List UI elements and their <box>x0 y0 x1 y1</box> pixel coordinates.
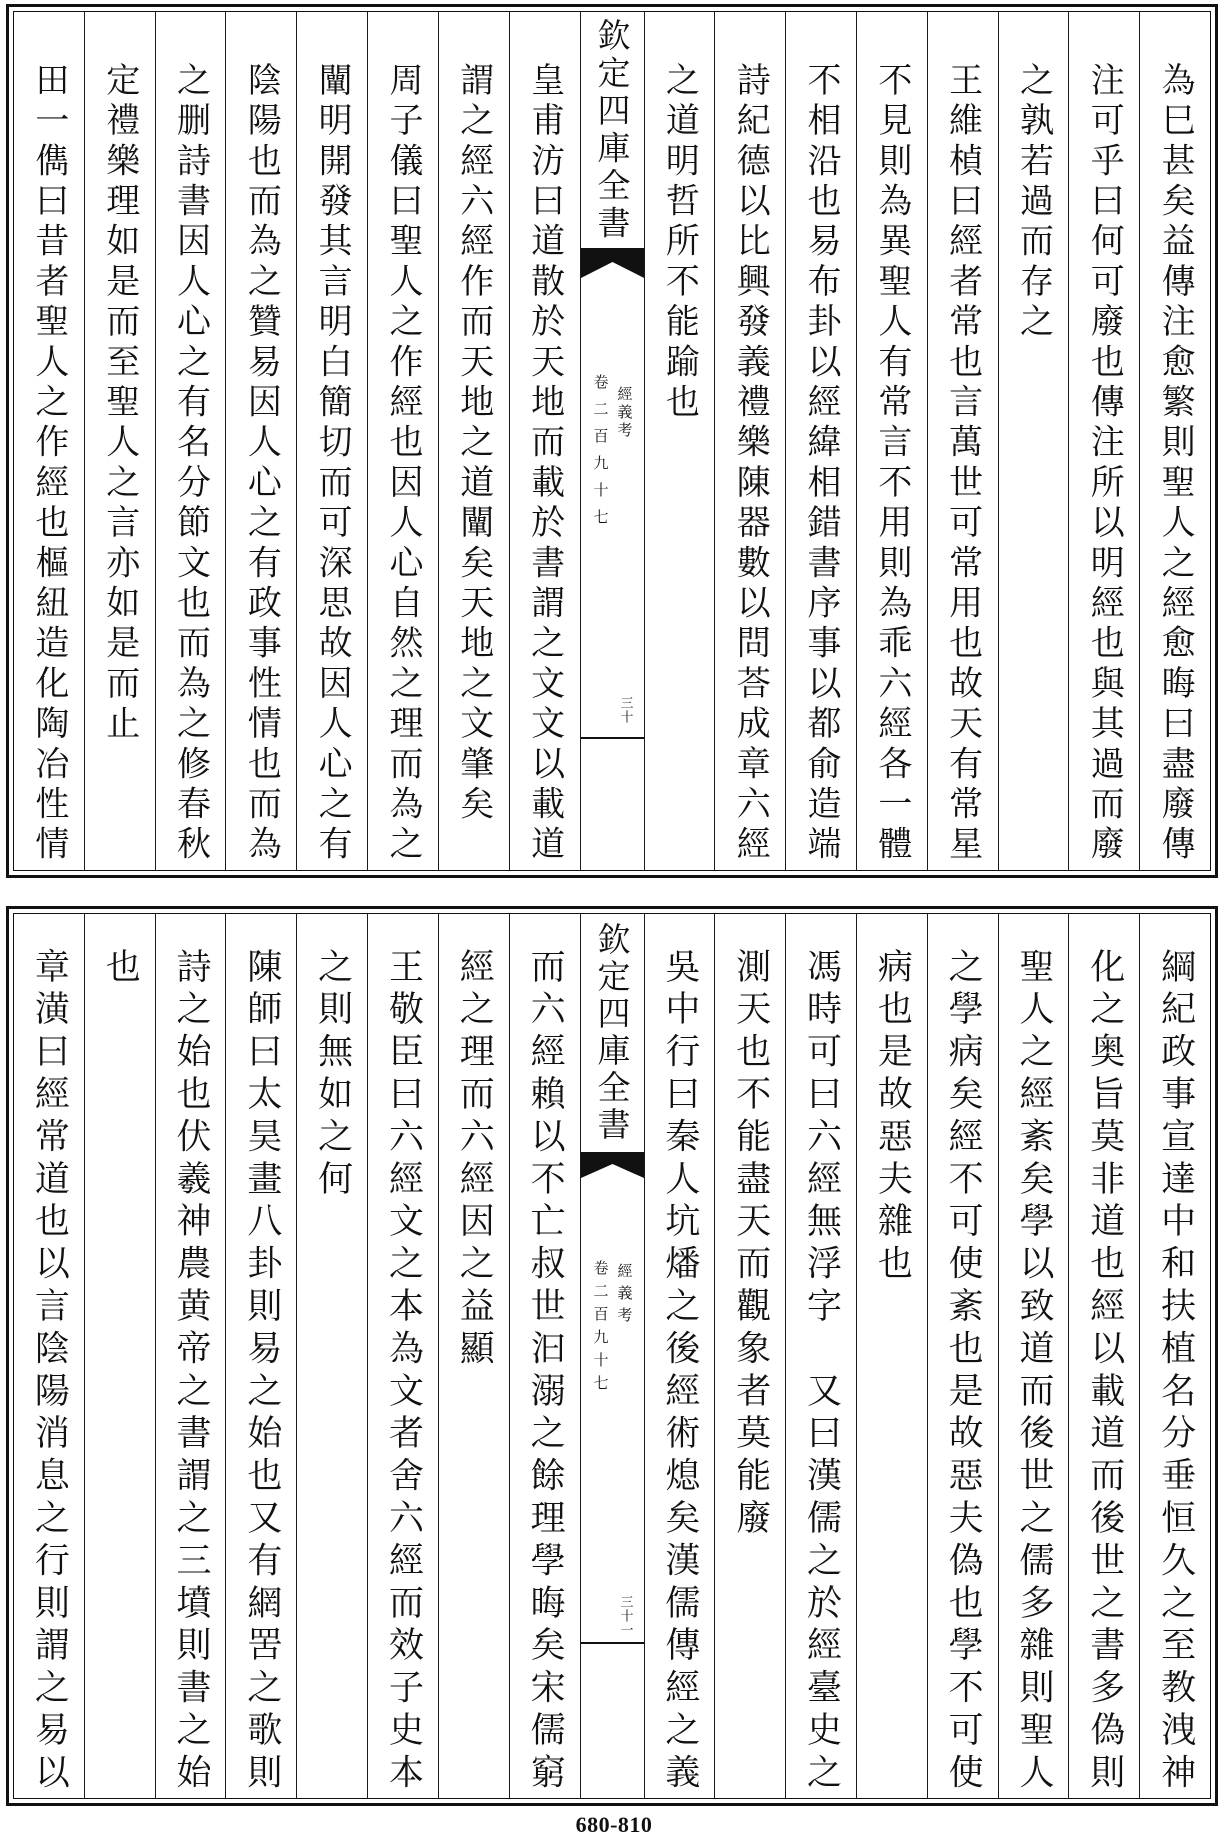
text-column <box>644 914 715 1798</box>
center-column <box>580 12 644 870</box>
text-column <box>856 914 927 1798</box>
column-text: 也 <box>100 948 141 991</box>
text-column <box>998 914 1069 1798</box>
center-column <box>580 914 644 1798</box>
column-text: 章潢曰經常道也以言陰陽消息之行則謂之易以 <box>29 948 70 1796</box>
column-text: 周子儀曰聖人之作經也因人心自然之理而為之 <box>382 62 423 866</box>
text-column <box>155 914 226 1798</box>
text-column <box>296 914 367 1798</box>
column-text: 不見則為異聖人有常言不用則為乖六經各一體 <box>871 62 912 866</box>
book-title: 欽定四庫全書 <box>592 922 632 1144</box>
column-text: 謂之經六經作而天地之道闡矣天地之文肇矣 <box>453 62 494 826</box>
column-text: 注可乎曰何可廢也傳注所以明經也與其過而廢 <box>1084 62 1125 866</box>
column-text: 詩紀德以比興發義禮樂陳器數以問荅成章六經 <box>730 62 771 866</box>
text-column <box>714 12 785 870</box>
column-text: 詩之始也伏羲神農黄帝之書謂之三墳則書之始 <box>171 948 212 1796</box>
column-text: 化之奥旨莫非道也經以載道而後世之書多偽則 <box>1084 948 1125 1796</box>
text-column <box>155 12 226 870</box>
column-text: 測天也不能盡天而觀象者莫能廢 <box>730 948 771 1542</box>
center-rule <box>581 737 644 739</box>
volume-number: 卷二百九十七 <box>591 1260 610 1398</box>
text-column <box>84 914 155 1798</box>
column-text: 田一儁曰昔者聖人之作經也樞紐造化陶冶性情 <box>28 62 69 866</box>
column-text: 病也是故惡夫雜也 <box>872 948 913 1288</box>
column-text: 馮時可曰六經無浮字 又曰漢儒之於經臺史之 <box>801 948 842 1796</box>
column-text: 綱紀政事宣達中和扶植名分垂恒久之至教洩神 <box>1155 948 1196 1796</box>
text-column <box>644 12 715 870</box>
text-column <box>785 12 856 870</box>
text-column <box>785 914 856 1798</box>
book-name: 經義考 <box>615 386 634 440</box>
center-rule <box>581 1642 644 1644</box>
fishtail-ornament <box>581 248 644 278</box>
fishtail-ornament <box>581 1152 644 1178</box>
column-text: 皇甫汸曰道散於天地而載於書謂之文文以載道 <box>524 62 565 866</box>
text-column <box>296 12 367 870</box>
text-column <box>14 12 84 870</box>
leaf-number: 三十一 <box>617 1595 633 1637</box>
text-column <box>1139 12 1210 870</box>
column-text: 之孰若過而存之 <box>1013 62 1054 344</box>
column-text: 陳師曰太昊畫八卦則易之始也又有網罟之歌則 <box>241 948 282 1796</box>
text-column <box>714 914 785 1798</box>
page-upper-frame <box>13 11 1211 871</box>
text-column <box>1068 12 1139 870</box>
column-text: 聖人之經紊矣學以致道而後世之儒多雜則聖人 <box>1013 948 1054 1796</box>
text-column <box>438 914 509 1798</box>
leaf-number: 三十 <box>617 696 633 724</box>
volume-number: 卷二百九十七 <box>591 374 610 536</box>
column-text: 之學病矣經不可使紊也是故惡夫偽也學不可使 <box>943 948 984 1796</box>
column-text: 為巳甚矣益傳注愈繁則聖人之經愈晦曰盡廢傳 <box>1155 62 1196 866</box>
text-column <box>14 914 84 1798</box>
column-text: 王敬臣曰六經文之本為文者舍六經而效子史本 <box>383 948 424 1796</box>
page-code: 680-810 <box>575 1812 653 1837</box>
column-text: 之則無如之何 <box>312 948 353 1203</box>
text-column <box>509 914 580 1798</box>
page-upper <box>6 4 1218 878</box>
page-lower-frame <box>13 913 1211 1799</box>
page-lower <box>6 906 1218 1806</box>
column-text: 經之理而六經因之益顯 <box>454 948 495 1372</box>
column-text: 之道明哲所不能踰也 <box>659 62 700 424</box>
column-text: 定禮樂理如是而至聖人之言亦如是而止 <box>99 62 140 746</box>
column-text: 之删詩書因人心之有名分節文也而為之修春秋 <box>170 62 211 866</box>
column-text: 闡明開發其言明白簡切而可深思故因人心之有 <box>312 62 353 866</box>
text-column <box>367 12 438 870</box>
column-text: 不相沿也易布卦以經緯相錯書序事以都俞造端 <box>801 62 842 866</box>
text-column <box>1068 914 1139 1798</box>
text-column <box>856 12 927 870</box>
text-column <box>998 12 1069 870</box>
text-column <box>927 914 998 1798</box>
text-column <box>438 12 509 870</box>
text-column <box>84 12 155 870</box>
text-column <box>225 12 296 870</box>
text-column <box>367 914 438 1798</box>
text-column <box>927 12 998 870</box>
column-text: 吳中行曰秦人坑燔之後經術熄矣漢儒傳經之義 <box>659 948 700 1796</box>
book-title: 欽定四庫全書 <box>592 18 632 243</box>
column-text: 而六經賴以不亡叔世汩溺之餘理學晦矣宋儒窮 <box>525 948 566 1796</box>
text-column <box>225 914 296 1798</box>
column-text: 陰陽也而為之贊易因人心之有政事性情也而為 <box>241 62 282 866</box>
text-column <box>1139 914 1210 1798</box>
book-name: 經義考 <box>615 1263 634 1329</box>
text-column <box>509 12 580 870</box>
column-text: 王維楨曰經者常也言萬世可常用也故天有常星 <box>942 62 983 866</box>
